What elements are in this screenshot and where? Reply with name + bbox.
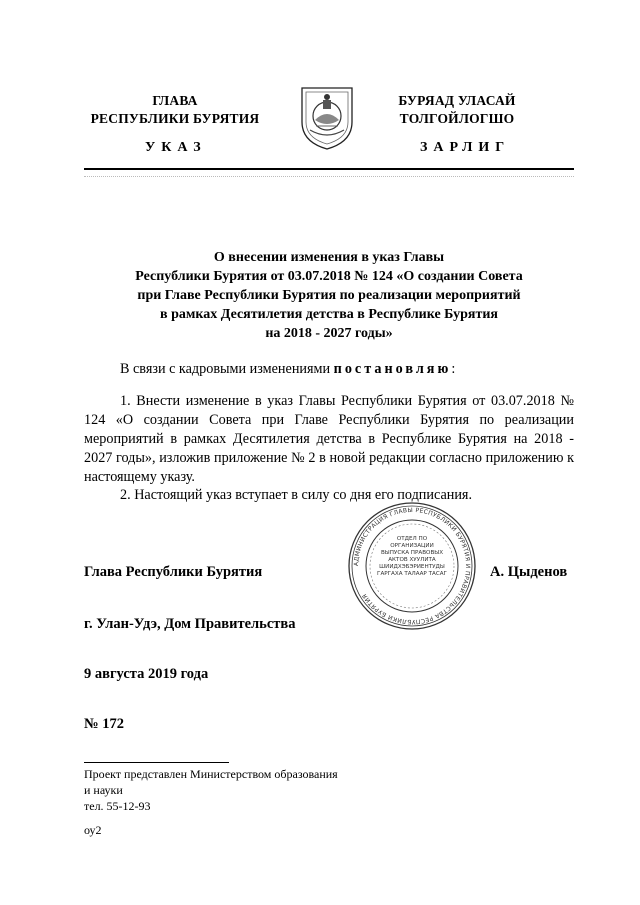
item-1-paragraph: 1. Внести изменение в указ Главы Республики Бурятия от 03.07.2018 № 124 «О создании Совета при Главе Республики Бурятия по реализации мероприятий в рамках Десятилетия детства в Республике Бурятия на 2018 - 2027 годы», изложив приложение № 2 в новой редакции согласно приложению к настоящему указу.: [84, 393, 574, 485]
signatory-name: А. Цыденов: [490, 564, 568, 580]
intro-decree-word: постановляю: [333, 361, 452, 377]
title-line-4: в рамках Десятилетия детства в Республике Бурятия: [160, 307, 498, 322]
stamp-ring-text: АДМИНИСТРАЦИЯ ГЛАВЫ РЕСПУБЛИКИ БУРЯТИЯ И ПРАВИТЕЛЬСТВА РЕСПУБЛИКИ БУРЯТИЯ: [352, 506, 472, 626]
header-right-title: [372, 92, 542, 128]
intro-prefix: В связи с кадровыми изменениями: [120, 361, 331, 377]
intro-suffix: :: [451, 361, 456, 377]
title-line-2: Республики Бурятия от 03.07.2018 № 124 «О создании Совета: [135, 269, 523, 284]
signing-place: г. Улан-Удэ, Дом Правительства: [84, 616, 296, 632]
footer-note: [84, 766, 338, 814]
header-divider: [84, 168, 574, 170]
header-dotted-line: [84, 176, 574, 177]
header-right-line1: БУРЯАД УЛАСАЙ: [398, 93, 516, 108]
coat-of-arms-emblem-icon: [296, 82, 358, 152]
footer-line-2: и науки: [84, 783, 123, 797]
footer-line-3: тел. 55-12-93: [84, 799, 151, 813]
header-left-doc-type: УКАЗ: [145, 140, 207, 155]
footer-line-1: Проект представлен Министерством образования: [84, 767, 338, 781]
intro-paragraph: [84, 360, 574, 379]
title-line-3: при Главе Республики Бурятия по реализации мероприятий: [137, 288, 521, 303]
item-2-paragraph: 2. Настоящий указ вступает в силу со дня его подписания.: [120, 487, 473, 503]
signing-date: 9 августа 2019 года: [84, 666, 209, 682]
title-line-5: на 2018 - 2027 годы»: [265, 326, 393, 341]
header-right-doc-type: ЗАРЛИГ: [420, 140, 511, 155]
header-left-title: [80, 92, 270, 128]
footer-code: оу2: [84, 823, 102, 837]
official-stamp: [346, 500, 478, 632]
header-left-line1: ГЛАВА: [152, 93, 198, 108]
stamp-center-text: ОТДЕЛ ПО ОРГАНИЗАЦИИ ВЫПУСКА ПРАВОВЫХ АКТОВ ХУУЛИТА ШИИДХЭБЭРИЕНТУДЫ ГАРГАХА ТАЛААР ТАСАГ: [377, 536, 447, 577]
footer-separator: [84, 762, 229, 763]
title-line-1: О внесении изменения в указ Главы: [213, 250, 445, 265]
decree-number: № 172: [84, 716, 124, 732]
document-title: [84, 248, 574, 343]
header-left-line2: РЕСПУБЛИКИ БУРЯТИЯ: [90, 111, 260, 126]
signatory-position: Глава Республики Бурятия: [84, 564, 263, 580]
header-right-line2: ТОЛГОЙЛОГШО: [399, 111, 515, 126]
